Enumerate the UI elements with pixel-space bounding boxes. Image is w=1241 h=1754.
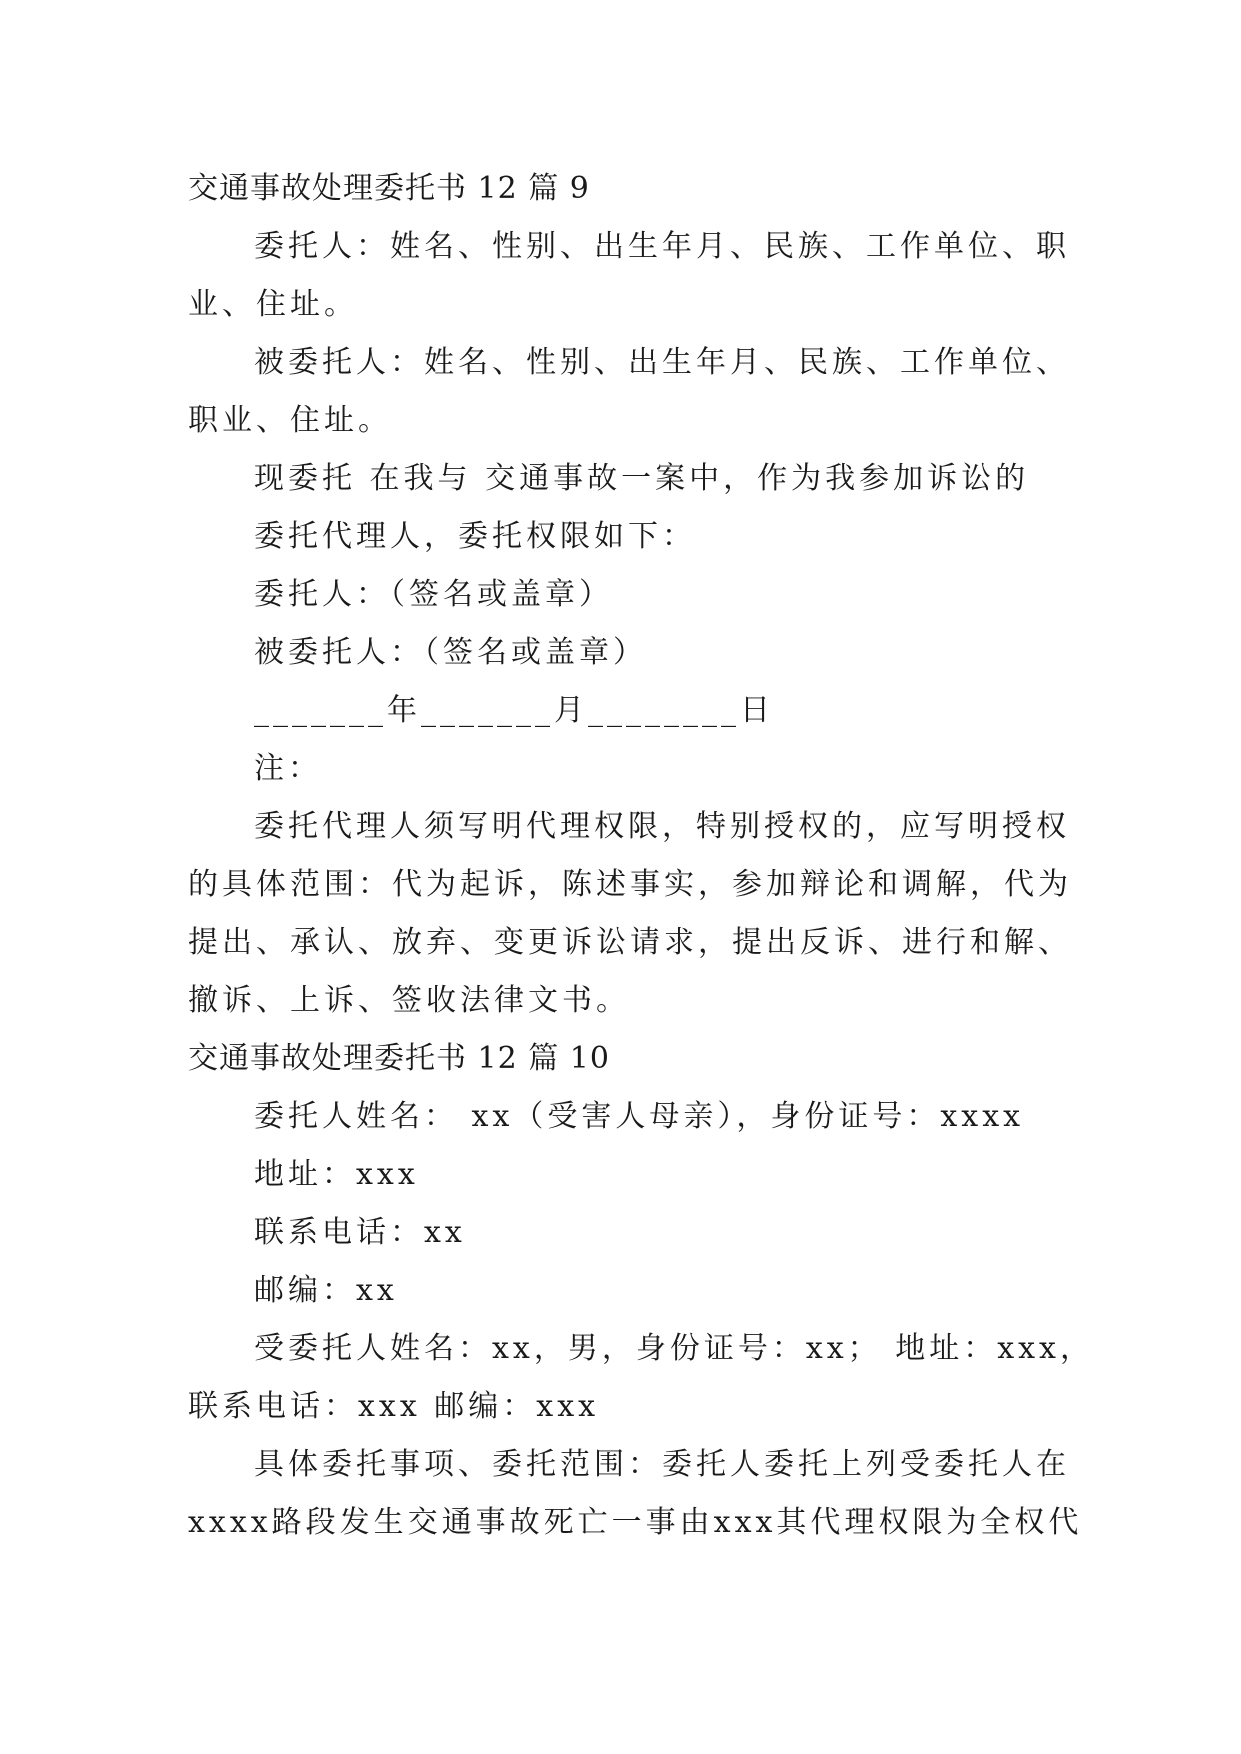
agent-info-line: 被委托人：姓名、性别、出生年月、民族、工作单位、 [254, 345, 1070, 380]
entrust-statement-line-cont: 委托代理人，委托权限如下： [254, 519, 696, 554]
section-10-title: 交通事故处理委托书 12 篇 10 [188, 1041, 610, 1076]
entrust-matters-line-cont: xxxx路段发生交通事故死亡一事由xxx其代理权限为全权代 [188, 1505, 1083, 1540]
section-9-title: 交通事故处理委托书 12 篇 9 [188, 171, 590, 206]
agent-details-line: 受委托人姓名：xx，男，身份证号：xx； 地址：xxx， [254, 1331, 1094, 1366]
note-text-line: 委托代理人须写明代理权限，特别授权的，应写明授权 [254, 809, 1070, 844]
note-heading: 注： [254, 751, 322, 786]
postcode-line: 邮编：xx [254, 1273, 398, 1308]
agent-info-line-cont: 职业、住址。 [188, 403, 392, 438]
phone-line: 联系电话：xx [254, 1215, 466, 1250]
entrust-matters-line: 具体委托事项、委托范围：委托人委托上列受委托人在 [254, 1447, 1070, 1482]
note-text-line: 的具体范围：代为起诉，陈述事实，参加辩论和调解，代为 [188, 867, 1072, 902]
entrust-statement-line: 现委托 在我与 交通事故一案中，作为我参加诉讼的 [254, 461, 1030, 496]
principal-name-line: 委托人姓名： xx（受害人母亲），身份证号：xxxx [254, 1099, 1025, 1134]
document-body [188, 160, 1094, 1552]
note-text-line: 撤诉、上诉、签收法律文书。 [188, 983, 630, 1018]
note-text-line: 提出、承认、放弃、变更诉讼请求，提出反诉、进行和解、 [188, 925, 1072, 960]
agent-details-line-cont: 联系电话：xxx 邮编：xxx [188, 1389, 600, 1424]
principal-info-line-cont: 业、住址。 [188, 287, 358, 322]
agent-signature-line: 被委托人：（签名或盖章） [254, 635, 647, 670]
address-line: 地址：xxx [254, 1157, 419, 1192]
principal-info-line: 委托人：姓名、性别、出生年月、民族、工作单位、职 [254, 229, 1070, 264]
principal-signature-line: 委托人：（签名或盖章） [254, 577, 613, 612]
date-line: _______年_______月________日 [254, 693, 774, 728]
